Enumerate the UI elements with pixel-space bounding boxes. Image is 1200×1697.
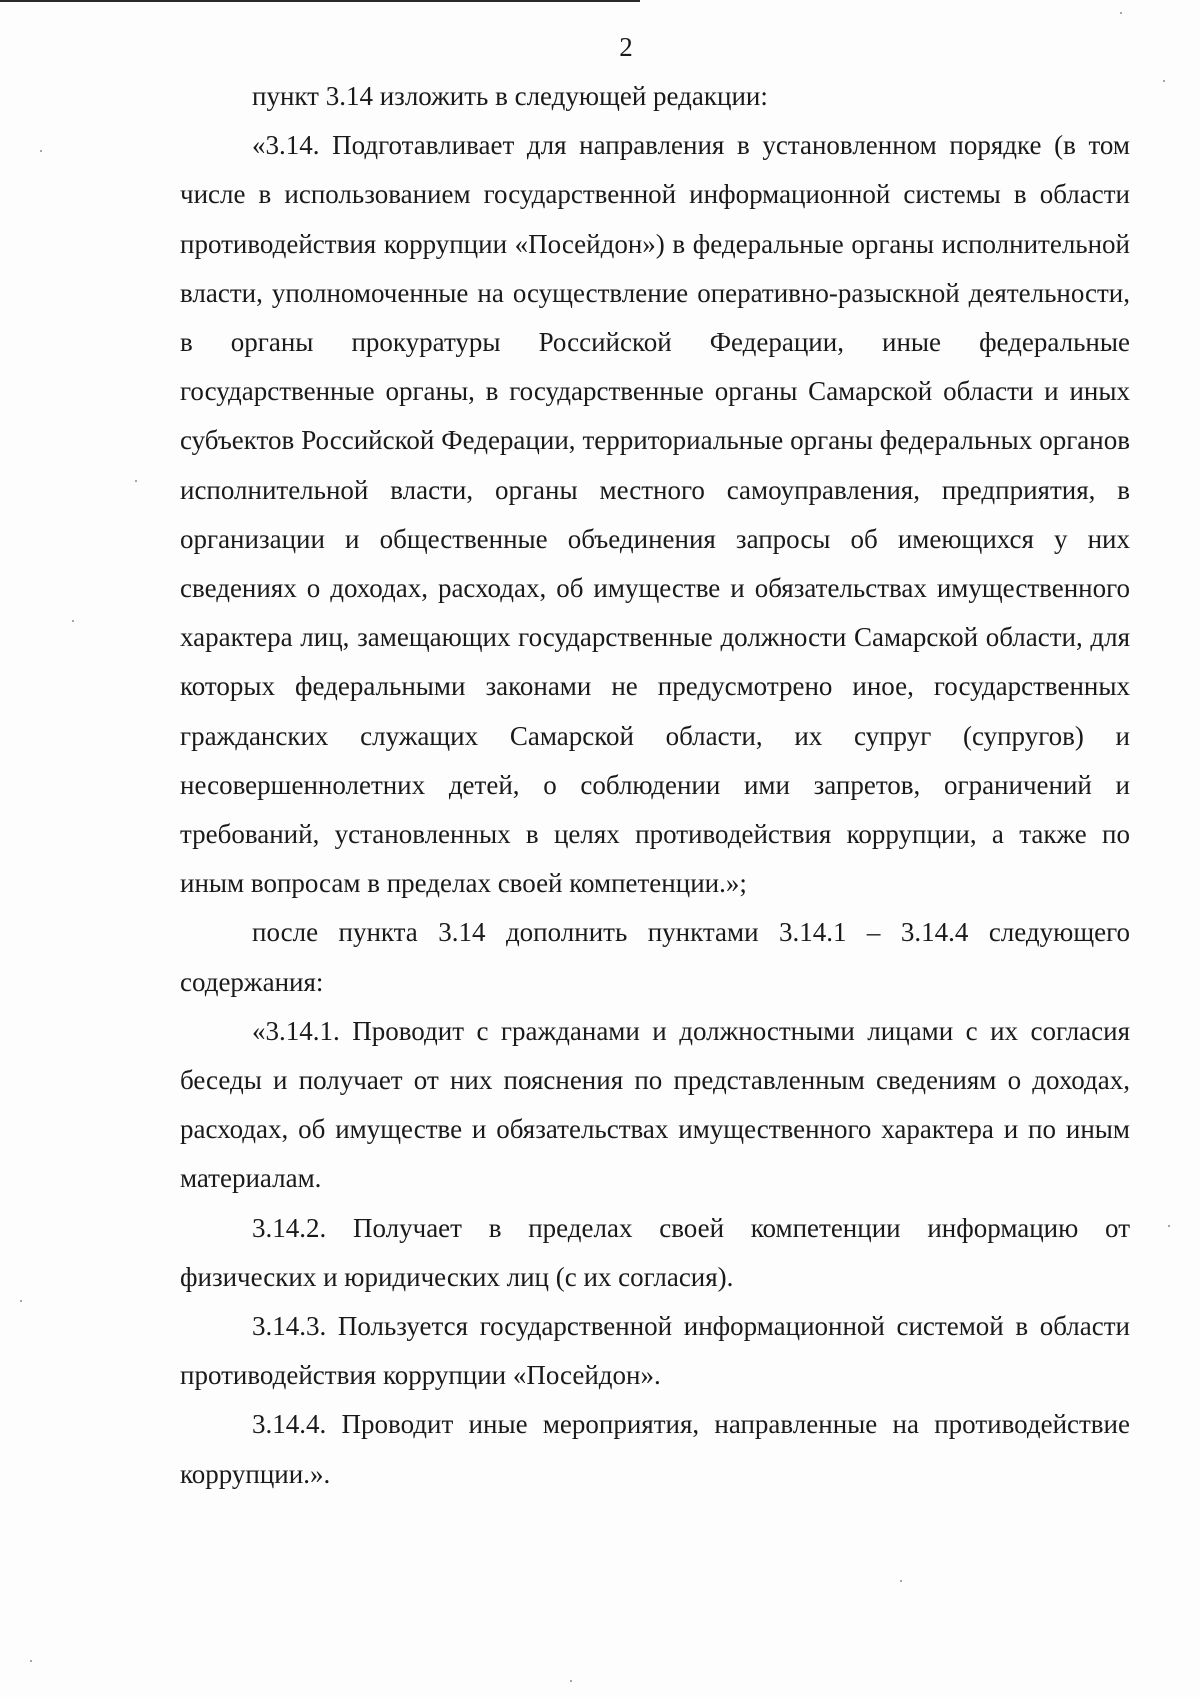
scan-speck xyxy=(72,620,74,622)
scan-speck xyxy=(1168,1225,1170,1227)
scan-speck xyxy=(570,1680,572,1682)
scan-speck xyxy=(1120,12,1122,14)
paragraph-3-14: «3.14. Подготавливает для направления в установленном порядке (в том числе в использованием государственной информационной системы в области противодействия коррупции «Посейдон») в федеральные органы исполнительной власти, уполномоченные на осуществление оперативно-разыскной деятельности, в органы прокуратуры Российской Федерации, иные федеральные государственные органы, в государственные органы Самарской области и иных субъектов Российской Федерации, территориальные органы федеральных органов исполнительной власти, органы местного самоуправления, предприятия, в организации и общественные объединения запросы об имеющихся у них сведениях о доходах, расходах, об имуществе и обязательствах имущественного характера лиц, замещающих государственные должности Самарской области, для которых федеральными законами не предусмотрено иное, государственных гражданских служащих Самарской области, их супруг (супругов) и несовершеннолетних детей, о соблюдении ими запретов, ограничений и требований, установленных в целях противодействия коррупции, а также по иным вопросам в пределах своей компетенции.»; xyxy=(180,130,1130,899)
scan-speck xyxy=(40,150,42,152)
scan-speck xyxy=(135,480,137,482)
document-body xyxy=(180,72,1130,1499)
top-rule xyxy=(0,0,640,2)
paragraph-addition: после пункта 3.14 дополнить пунктами 3.14.1 – 3.14.4 следующего содержания: xyxy=(180,917,1130,997)
paragraph-3-14-3: 3.14.3. Пользуется государственной информационной системой в области противодействия коррупции «Посейдон». xyxy=(180,1311,1130,1391)
paragraph-3-14-4: 3.14.4. Проводит иные мероприятия, направленные на противодействие коррупции.». xyxy=(180,1409,1130,1489)
paragraph-3-14-2: 3.14.2. Получает в пределах своей компетенции информацию от физических и юридических лиц (с их согласия). xyxy=(180,1212,1130,1292)
scan-speck xyxy=(20,1300,22,1302)
scan-speck xyxy=(30,1660,32,1662)
scan-speck xyxy=(900,1580,902,1582)
page-number: 2 xyxy=(619,32,633,62)
paragraph-intro: пункт 3.14 изложить в следующей редакции: xyxy=(252,81,768,111)
scan-speck xyxy=(1163,80,1165,82)
paragraph-3-14-1: «3.14.1. Проводит с гражданами и должностными лицами с их согласия беседы и получает от них пояснения по представленным сведениям о доходах, расходах, об имуществе и обязательствах имущественного характера и по иным материалам. xyxy=(180,1015,1130,1194)
